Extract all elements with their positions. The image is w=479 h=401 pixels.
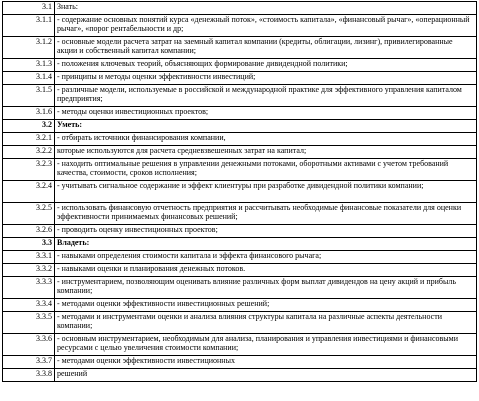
row-text: - инструментарием, позволяющим оценивать влияние различных форм выплат дивидендов на цену акций и прибыль компании;	[55, 277, 477, 299]
row-number: 3.3.6	[3, 334, 55, 356]
row-number: 3.3.2	[3, 264, 55, 277]
row-number: 3.2.1	[3, 133, 55, 146]
competency-table	[2, 1, 477, 382]
table-row	[3, 85, 477, 107]
row-text: которые используются для расчета средневзвешенных затрат на капитал;	[55, 146, 477, 159]
row-text: - методами оценки эффективности инвестиционных	[55, 356, 477, 369]
row-number: 3.1.4	[3, 72, 55, 85]
row-text: - методами оценки эффективности инвестиционных решений;	[55, 299, 477, 312]
table-row	[3, 277, 477, 299]
row-text: - проводить оценку инвестиционных проектов;	[55, 225, 477, 238]
table-row	[3, 72, 477, 85]
row-text: - содержание основных понятий курса «денежный поток», «стоимость капитала», «финансовый рычаг», «операционный рычаг», «порог рентабельности и др;	[55, 15, 477, 37]
row-number: 3.1.3	[3, 59, 55, 72]
row-text: решений	[55, 369, 477, 382]
row-text: - использовать финансовую отчетность предприятия и рассчитывать необходимые финансовые показатели для оценки эффективности принимаемых финансовых решений;	[55, 203, 477, 225]
table-row	[3, 203, 477, 225]
row-number: 3.2.5	[3, 203, 55, 225]
row-text: - принципы и методы оценки эффективности инвестиций;	[55, 72, 477, 85]
row-number: 3.3.7	[3, 356, 55, 369]
table-row	[3, 334, 477, 356]
table-row	[3, 356, 477, 369]
table-row	[3, 238, 477, 251]
table-row	[3, 264, 477, 277]
table-row	[3, 181, 477, 203]
table-row	[3, 159, 477, 181]
row-number: 3.3.1	[3, 251, 55, 264]
table-row	[3, 225, 477, 238]
row-number: 3.3.4	[3, 299, 55, 312]
row-number: 3.2.4	[3, 181, 55, 203]
row-number: 3.1	[3, 2, 55, 15]
row-text: - отбирать источники финансирования компании,	[55, 133, 477, 146]
row-number: 3.1.1	[3, 15, 55, 37]
row-text: - основные модели расчета затрат на заемный капитал компании (кредиты, облигации, лизинг), привилегированные акции и собственный капитал компании;	[55, 37, 477, 59]
row-number: 3.1.6	[3, 107, 55, 120]
row-number: 3.1.5	[3, 85, 55, 107]
row-text: - различные модели, используемые в российской и международной практике для эффективного управления капиталом предприятия;	[55, 85, 477, 107]
row-number: 3.2.3	[3, 159, 55, 181]
row-number: 3.1.2	[3, 37, 55, 59]
row-number: 3.3.5	[3, 312, 55, 334]
table-row	[3, 59, 477, 72]
table-row	[3, 15, 477, 37]
row-number: 3.2.6	[3, 225, 55, 238]
table-row	[3, 251, 477, 264]
row-text: Знать:	[55, 2, 477, 15]
table-row	[3, 299, 477, 312]
row-number: 3.3.8	[3, 369, 55, 382]
row-text: Уметь:	[55, 120, 477, 133]
table-row	[3, 120, 477, 133]
row-number: 3.2	[3, 120, 55, 133]
table-row	[3, 37, 477, 59]
row-text: - основным инструментарием, необходимым для анализа, планирования и управления инвестициями и финансовыми ресурсами с целью увеличения стоимости компании;	[55, 334, 477, 356]
competency-table-body	[3, 2, 477, 382]
table-row	[3, 107, 477, 120]
row-text: - навыками оценки и планирования денежных потоков.	[55, 264, 477, 277]
table-row	[3, 133, 477, 146]
row-number: 3.3	[3, 238, 55, 251]
row-number: 3.3.3	[3, 277, 55, 299]
table-row	[3, 2, 477, 15]
row-text: - методами и инструментами оценки и анализа влияния структуры капитала на различные аспекты деятельности компании;	[55, 312, 477, 334]
row-text: - находить оптимальные решения в управлении денежными потоками, оборотными активами с учетом требований качества, стоимости, сроков исполнения;	[55, 159, 477, 181]
table-row	[3, 369, 477, 382]
row-text: Владеть:	[55, 238, 477, 251]
row-text: - положения ключевых теорий, объясняющих формирование дивидендной политики;	[55, 59, 477, 72]
table-row	[3, 146, 477, 159]
table-row	[3, 312, 477, 334]
row-text: - навыками определения стоимости капитала и эффекта финансового рычага;	[55, 251, 477, 264]
row-text: - учитывать сигнальное содержание и эффект клиентуры при разработке дивидендной политики компании;	[55, 181, 477, 203]
row-number: 3.2.2	[3, 146, 55, 159]
row-text: - методы оценки инвестиционных проектов;	[55, 107, 477, 120]
